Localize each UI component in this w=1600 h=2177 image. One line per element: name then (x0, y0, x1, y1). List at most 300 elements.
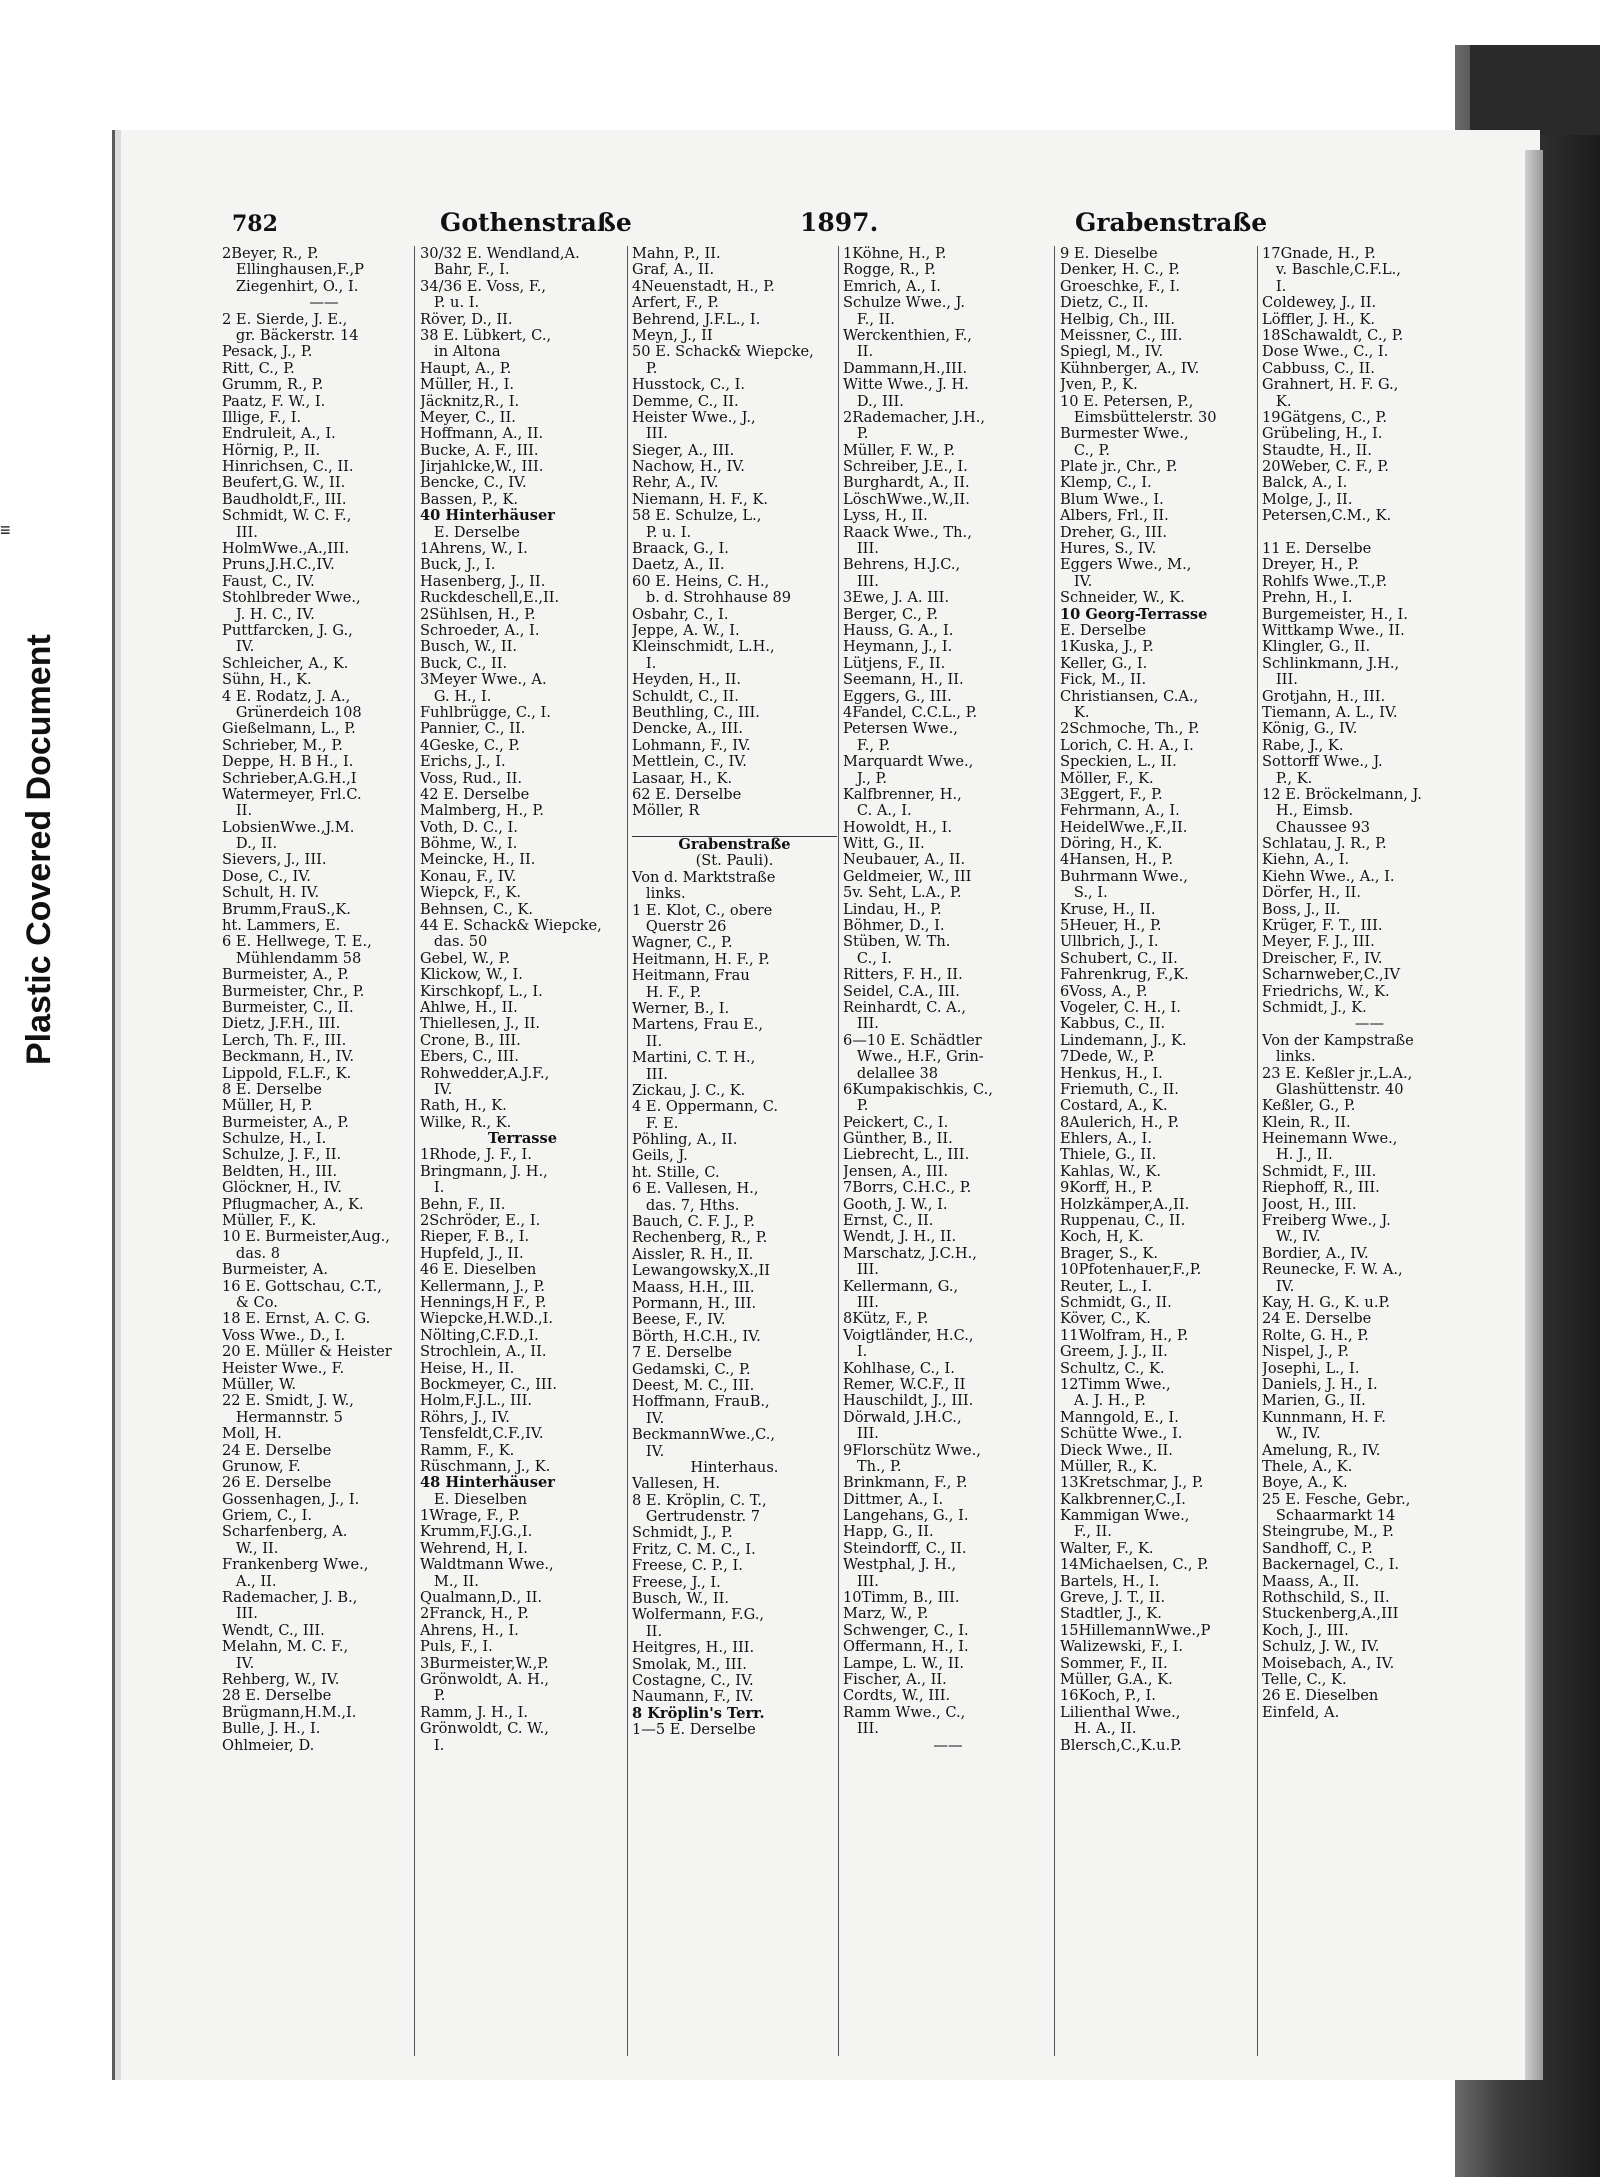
directory-entry: Heitmann, Frau (632, 967, 750, 985)
directory-entry: Thiele, G., II. (1060, 1146, 1157, 1164)
directory-entry: Freiberg Wwe., J. (1262, 1212, 1391, 1230)
directory-entry: Böhmer, D., I. (843, 917, 945, 935)
directory-entry: Voss, Rud., II. (420, 769, 523, 787)
directory-entry: Dietz, J.F.H., III. (222, 1015, 341, 1033)
directory-entry: Stohlbreder Wwe., (222, 589, 361, 607)
directory-entry: I. (843, 1343, 868, 1361)
directory-entry: Gebel, W., P. (420, 949, 511, 967)
directory-entry: 9Florschütz Wwe., (843, 1441, 981, 1459)
directory-entry: Friedrichs, W., K. (1262, 982, 1390, 1000)
directory-entry: Bulle, J. H., I. (222, 1720, 321, 1738)
directory-entry: Erichs, J., I. (420, 753, 506, 771)
directory-entry (632, 820, 837, 836)
directory-entry: G. H., I. (420, 687, 492, 705)
directory-entry: Mahn, P., II. (632, 246, 721, 262)
directory-entry: delallee 38 (843, 1064, 939, 1082)
directory-entry: Schütte Wwe., I. (1060, 1425, 1183, 1443)
directory-entry: 40 Hinterhäuser (420, 507, 555, 525)
directory-entry: Raack Wwe., Th., (843, 523, 972, 541)
directory-entry: Röhrs, J., IV. (420, 1408, 510, 1426)
directory-entry: Börth, H.C.H., IV. (632, 1327, 761, 1345)
directory-entry: IV. (222, 1654, 255, 1672)
directory-entry: Zickau, J. C., K. (632, 1081, 746, 1099)
directory-entry: 5Heuer, H., P. (1060, 917, 1162, 935)
directory-entry: Schlatau, J. R., P. (1262, 835, 1387, 853)
directory-entry: Walizewski, F., I. (1060, 1638, 1184, 1656)
directory-entry: Beuthling, C., III. (632, 703, 760, 721)
directory-entry: III. (843, 1720, 879, 1738)
directory-entry: III. (843, 540, 879, 558)
directory-entry: 1—5 E. Derselbe (632, 1721, 756, 1739)
directory-entry: Deppe, H. B H., I. (222, 753, 354, 771)
directory-entry: Rolte, G. H., P. (1262, 1326, 1369, 1344)
directory-entry: Grünerdeich 108 (222, 703, 362, 721)
directory-entry: Wagner, C., P. (632, 934, 733, 952)
directory-entry: 4Hansen, H., P. (1060, 851, 1174, 869)
directory-entry: Illige, F., I. (222, 408, 302, 426)
directory-entry: 46 E. Dieselben (420, 1261, 537, 1279)
directory-entry: Müller, H., I. (420, 376, 515, 394)
directory-entry: 18 E. Ernst, A. C. G. (222, 1310, 371, 1328)
directory-entry: 8 Kröplin's Terr. (632, 1704, 765, 1722)
directory-entry: Chaussee 93 (1262, 818, 1371, 836)
directory-entry: Heister Wwe., J., (632, 408, 756, 426)
directory-entry: Hinrichsen, C., II. (222, 458, 354, 476)
directory-entry: II. (843, 343, 874, 361)
directory-entry: 24 E. Derselbe (222, 1441, 332, 1459)
directory-entry: Osbahr, C., I. (632, 605, 729, 623)
directory-entry: 9 E. Dieselbe (1060, 246, 1158, 262)
directory-entry: 3Ewe, J. A. III. (843, 589, 950, 607)
directory-entry: Christiansen, C.A., (1060, 687, 1199, 705)
directory-entry: Pflugmacher, A., K. (222, 1195, 364, 1213)
directory-entry: Pannier, C., II. (420, 720, 526, 738)
directory-entry: Stüben, W. Th. (843, 933, 951, 951)
directory-entry: Wwe., H.F., Grin- (843, 1048, 984, 1066)
directory-entry: Daetz, A., II. (632, 556, 725, 574)
directory-entry: Fischer, A., II. (843, 1670, 947, 1688)
directory-entry: Greve, J. T., II. (1060, 1589, 1166, 1607)
directory-entry: 3Meyer Wwe., A. (420, 671, 547, 689)
directory-entry: 8Kütz, F., P. (843, 1310, 929, 1328)
directory-entry: Emrich, A., I. (843, 277, 941, 295)
directory-entry: Möller, F., K. (1060, 769, 1154, 787)
directory-entry: Burmeister, A., P. (222, 1113, 349, 1131)
directory-entry: Koch, J., III. (1262, 1621, 1349, 1639)
directory-entry: Bauch, C. F. J., P. (632, 1213, 755, 1231)
directory-entry: 4Fandel, C.C.L., P. (843, 703, 978, 721)
directory-entry: Kleinschmidt, L.H., (632, 638, 775, 656)
directory-entry: Dose, C., IV. (222, 867, 311, 885)
directory-entry: Denker, H. C., P. (1060, 261, 1180, 279)
directory-entry: 17Gnade, H., P. (1262, 246, 1376, 262)
directory-entry: 50 E. Schack& Wiepcke, (632, 343, 814, 361)
directory-entry: Fehrmann, A., I. (1060, 802, 1180, 820)
directory-entry: Klingler, G., II. (1262, 638, 1371, 656)
directory-entry: Böhme, W., I. (420, 835, 518, 853)
directory-entry: Günther, B., II. (843, 1130, 953, 1148)
directory-entry: Gooth, J. W., I. (843, 1195, 948, 1213)
directory-entry: Ohlmeier, D. (222, 1736, 315, 1754)
directory-entry: Von der Kampstraße (1262, 1031, 1414, 1049)
directory-entry: 2Franck, H., P. (420, 1605, 529, 1623)
directory-entry: 12Timm Wwe., (1060, 1375, 1171, 1393)
directory-entry: 2Schmoche, Th., P. (1060, 720, 1200, 738)
directory-entry: E. Derselbe (420, 523, 520, 541)
directory-entry: Burmester Wwe., (1060, 425, 1189, 443)
directory-entry: Behnsen, C., K. (420, 900, 534, 918)
directory-entry: Offermann, H., I. (843, 1638, 969, 1656)
directory-entry: Bockmeyer, C., III. (420, 1375, 558, 1393)
directory-entry: Jäcknitz,R., I. (420, 392, 520, 410)
directory-entry: 4 E. Rodatz, J. A., (222, 687, 351, 705)
directory-entry: III. (632, 1065, 668, 1083)
directory-entry: Burmeister, A., P. (222, 966, 349, 984)
directory-entry: Nispel, J., P. (1262, 1343, 1349, 1361)
directory-entry: III. (222, 1605, 258, 1623)
directory-entry: & Co. (222, 1294, 278, 1311)
directory-entry: Ruckdeschell,E.,II. (420, 589, 560, 607)
directory-entry: Moisebach, A., IV. (1262, 1654, 1395, 1672)
directory-entry (1262, 525, 1477, 541)
directory-entry: Wolfermann, F.G., (632, 1606, 764, 1624)
directory-entry: Seemann, H., II. (843, 671, 964, 689)
directory-entry: P., K. (1262, 769, 1313, 787)
directory-entry: Lasaar, H., K. (632, 769, 733, 787)
directory-entry: 26 E. Dieselben (1262, 1687, 1379, 1705)
directory-entry: Schmidt, F., III. (1262, 1162, 1377, 1180)
directory-entry: III. (1262, 671, 1298, 689)
column-divider (1054, 246, 1055, 2056)
directory-entry: Schneider, W., K. (1060, 589, 1185, 607)
directory-entry: P. u. I. (420, 294, 480, 312)
directory-entry: Heymann, J., I. (843, 638, 953, 656)
directory-entry: Hoffmann, A., II. (420, 425, 544, 443)
directory-entry: Helbig, Ch., III. (1060, 310, 1176, 328)
directory-entry: 1Wrage, F., P. (420, 1507, 520, 1525)
directory-entry: Spiegl, M., IV. (1060, 343, 1164, 361)
directory-entry: Buck, J., I. (420, 556, 496, 574)
directory-entry: Martens, Frau E., (632, 1016, 764, 1034)
directory-entry: C. A., I. (843, 802, 912, 820)
directory-entry: Schmidt, J., P. (632, 1524, 733, 1542)
directory-entry: Witt, G., II. (843, 835, 925, 853)
directory-entry: Graf, A., II. (632, 261, 715, 279)
directory-entry: J. H. C., IV. (222, 605, 315, 623)
directory-entry: Peickert, C., I. (843, 1113, 949, 1131)
directory-entry: Rechenberg, R., P. (632, 1229, 768, 1247)
directory-entry: ht. Lammers, E. (222, 917, 341, 935)
directory-entry: Buck, C., II. (420, 654, 508, 672)
directory-entry: Jven, P., K. (1060, 376, 1138, 394)
directory-entry: links. (632, 885, 686, 903)
directory-entry: Werckenthien, F., (843, 326, 972, 344)
directory-entry: das. 7, Hths. (632, 1196, 740, 1214)
directory-entry: Witte Wwe., J. H. (843, 376, 969, 394)
directory-entry: Rabe, J., K. (1262, 736, 1344, 754)
directory-entry: Rehberg, W., IV. (222, 1670, 340, 1688)
directory-entry: Schubert, C., II. (1060, 949, 1178, 967)
directory-entry: C., I. (843, 949, 892, 967)
directory-entry: Heyden, H., II. (632, 671, 742, 689)
directory-entry: 10 Georg-Terrasse (1060, 605, 1208, 623)
directory-entry: Krüger, F. T., III. (1262, 917, 1383, 935)
directory-entry: Hennings,H F., P. (420, 1294, 547, 1311)
directory-entry: Moll, H. (222, 1425, 282, 1443)
directory-entry: Amelung, R., IV. (1262, 1441, 1381, 1459)
directory-entry: W., II. (222, 1539, 279, 1557)
directory-entry: 23 E. Keßler jr.,L.A., (1262, 1064, 1413, 1082)
directory-entry: IV. (1060, 572, 1093, 590)
directory-entry: Dreher, G., III. (1060, 523, 1167, 541)
directory-entry: Pesack, J., P. (222, 343, 313, 361)
directory-entry: Ritt, C., P. (222, 359, 295, 377)
directory-entry: 16Koch, P., I. (1060, 1687, 1156, 1705)
page-number: 782 (232, 211, 278, 237)
directory-entry: Müller, H, P. (222, 1097, 313, 1115)
directory-entry: Costard, A., K. (1060, 1097, 1168, 1115)
directory-entry: Holm,F.J.L., III. (420, 1392, 533, 1410)
directory-entry: Eimsbüttelerstr. 30 (1060, 408, 1217, 426)
directory-entry: 6 E. Hellwege, T. E., (222, 933, 372, 951)
directory-entry: Kalfbrenner, H., (843, 785, 962, 803)
directory-entry: 16 E. Gottschau, C.T., (222, 1277, 382, 1295)
directory-entry: Bringmann, J. H., (420, 1162, 548, 1180)
directory-entry: 11 E. Derselbe (1262, 540, 1372, 558)
directory-entry: 10Timm, B., III. (843, 1589, 960, 1607)
directory-entry: Müller, F. W., P. (843, 441, 955, 459)
directory-entry: C., P. (1060, 441, 1110, 459)
directory-entry: Smolak, M., III. (632, 1655, 747, 1673)
directory-entry: Heitgres, H., III. (632, 1639, 755, 1657)
directory-entry: 22 E. Smidt, J. W., (222, 1392, 354, 1410)
directory-entry: I. (420, 1179, 445, 1197)
directory-column-5 (1060, 246, 1270, 1754)
directory-entry: Burmeister, C., II. (222, 998, 354, 1016)
directory-entry: Hupfeld, J., II. (420, 1244, 524, 1262)
directory-entry: Rothschild, S., II. (1262, 1589, 1390, 1607)
cover-label: Plastic Covered Document (20, 634, 58, 1065)
directory-entry: —— (933, 1736, 963, 1754)
directory-entry: Kammigan Wwe., (1060, 1507, 1190, 1525)
directory-entry: 62 E. Derselbe (632, 785, 742, 803)
directory-entry: Brügmann,H.M.,I. (222, 1703, 357, 1721)
column-divider (414, 246, 415, 2056)
directory-column-3 (632, 246, 837, 1739)
directory-entry: Schulz, J. W., IV. (1262, 1638, 1380, 1656)
directory-entry: 10Pfotenhauer,F.,P. (1060, 1261, 1202, 1279)
directory-entry: III. (843, 1572, 879, 1590)
directory-entry: III. (222, 523, 258, 541)
directory-entry: Ziegenhirt, O., I. (222, 277, 359, 295)
directory-entry: Gedamski, C., P. (632, 1360, 751, 1378)
directory-entry: III. (843, 1261, 879, 1279)
directory-entry: Ahlwe, H., II. (420, 998, 518, 1016)
directory-entry: Hauss, G. A., I. (843, 621, 954, 639)
directory-entry: Tiemann, A. L., IV. (1262, 703, 1398, 721)
directory-entry: Brumm,FrauS.,K. (222, 900, 351, 918)
directory-entry: Kirschkopf, L., I. (420, 982, 543, 1000)
directory-entry: Friemuth, C., II. (1060, 1080, 1179, 1098)
directory-entry: 38 E. Lübkert, C., (420, 326, 552, 344)
directory-entry: Eggers, G., III. (843, 687, 952, 705)
directory-entry: 60 E. Heins, C. H., (632, 572, 770, 590)
directory-entry: P. (632, 359, 658, 377)
directory-entry: Rieper, F. B., I. (420, 1228, 530, 1246)
directory-entry: Schwenger, C., I. (843, 1621, 969, 1639)
directory-entry: Stadtler, J., K. (1060, 1605, 1162, 1623)
directory-entry: Schreiber, J.E., I. (843, 458, 968, 476)
directory-entry: Sieger, A., III. (632, 441, 735, 459)
directory-entry: das. 50 (420, 933, 488, 951)
directory-entry: Grunow, F. (222, 1457, 301, 1475)
directory-entry: 1Kuska, J., P. (1060, 638, 1154, 656)
directory-entry: P. (843, 1097, 869, 1115)
directory-entry: Wendt, C., III. (222, 1621, 325, 1639)
directory-entry: 34/36 E. Voss, F., (420, 277, 546, 295)
directory-entry: Steindorff, C., II. (843, 1539, 967, 1557)
directory-entry: Paatz, F. W., I. (222, 392, 326, 410)
directory-entry: 6Kumpakischkis, C., (843, 1080, 993, 1098)
right-street-heading: Grabenstraße (1075, 208, 1268, 237)
directory-entry: Braack, G., I. (632, 540, 729, 558)
directory-entry: Boye, A., K. (1262, 1474, 1348, 1492)
directory-entry: D., II. (222, 835, 278, 853)
directory-entry: Ramm Wwe., C., (843, 1703, 966, 1721)
directory-entry: Neubauer, A., II. (843, 851, 966, 869)
directory-entry: 4Neuenstadt, H., P. (632, 277, 775, 295)
directory-entry: links. (1262, 1048, 1316, 1066)
directory-entry: Bartels, H., I. (1060, 1572, 1160, 1590)
directory-entry: Tensfeldt,C.F.,IV. (420, 1425, 544, 1443)
directory-entry: A., II. (222, 1572, 277, 1590)
directory-entry: Terrasse (487, 1130, 558, 1148)
directory-entry: Fick, M., II. (1060, 671, 1147, 689)
directory-entry: Jirjahlcke,W., III. (420, 458, 544, 476)
directory-entry: Freese, C. P., I. (632, 1557, 743, 1575)
directory-entry: Geldmeier, W., III (843, 867, 972, 885)
directory-entry: Einfeld, A. (1262, 1703, 1340, 1721)
directory-entry: Sommer, F., II. (1060, 1654, 1168, 1672)
directory-entry: K. (1060, 703, 1090, 721)
directory-entry: Mettlein, C., IV. (632, 753, 747, 771)
year-heading: 1897. (800, 208, 879, 237)
directory-column-6 (1262, 246, 1477, 1721)
directory-entry: Meincke, H., II. (420, 851, 536, 869)
directory-entry: F., P. (843, 736, 891, 754)
directory-entry: Vallesen, H. (632, 1475, 721, 1493)
directory-entry: Grübeling, H., I. (1262, 425, 1383, 443)
directory-entry: Nachow, H., IV. (632, 458, 745, 476)
directory-entry: Bencke, C., IV. (420, 474, 527, 492)
directory-entry: Kay, H. G., K. u.P. (1262, 1294, 1390, 1311)
directory-entry: Hauschildt, J., III. (843, 1392, 974, 1410)
directory-entry: Heinemann Wwe., (1262, 1130, 1398, 1148)
directory-entry: Glashüttenstr. 40 (1262, 1080, 1404, 1098)
directory-entry: Westphal, J. H., (843, 1556, 957, 1574)
directory-entry: P. u. I. (632, 523, 692, 541)
directory-entry: Kruse, H., II. (1060, 900, 1156, 918)
directory-entry: 10 E. Petersen, P., (1060, 392, 1194, 410)
directory-entry: Vogeler, C. H., I. (1060, 998, 1181, 1016)
directory-entry: Marz, W., P. (843, 1605, 929, 1623)
directory-entry: IV. (632, 1442, 665, 1460)
directory-entry: Eggers Wwe., M., (1060, 556, 1192, 574)
column-divider (838, 246, 839, 2056)
directory-entry: Heister Wwe., F. (222, 1359, 345, 1377)
directory-entry: Th., P. (843, 1457, 902, 1475)
directory-entry: ht. Stille, C. (632, 1163, 720, 1181)
directory-entry: Pöhling, A., II. (632, 1131, 738, 1149)
directory-entry: Beckmann, H., IV. (222, 1048, 355, 1066)
directory-entry: 1Rhode, J. F., I. (420, 1146, 532, 1164)
directory-entry: Lohmann, F., IV. (632, 736, 751, 754)
directory-entry: P. (843, 425, 869, 443)
directory-entry: Henkus, H., I. (1060, 1064, 1163, 1082)
directory-entry: 42 E. Derselbe (420, 785, 530, 803)
directory-entry: Cordts, W., III. (843, 1687, 951, 1705)
directory-entry: Geils, J. (632, 1147, 688, 1165)
directory-entry: Martini, C. T. H., (632, 1049, 756, 1067)
directory-entry: III. (843, 572, 879, 590)
directory-entry: Burghardt, A., II. (843, 474, 970, 492)
binding-corner (1470, 45, 1600, 135)
directory-entry: Wendt, J. H., II. (843, 1228, 957, 1246)
directory-entry: Hörnig, P., II. (222, 441, 321, 459)
directory-entry: Keller, G., I. (1060, 654, 1148, 672)
directory-entry: Marquardt Wwe., (843, 753, 974, 771)
directory-entry: Maass, H.H., III. (632, 1278, 755, 1296)
directory-entry: Reuter, L., I. (1060, 1277, 1153, 1295)
directory-entry: Schulze Wwe., J. (843, 294, 966, 312)
directory-entry: Dencke, A., III. (632, 720, 744, 738)
directory-entry: Kiehn Wwe., A., I. (1262, 867, 1395, 885)
directory-entry: III. (843, 1294, 879, 1311)
directory-entry: Langehans, G., I. (843, 1507, 969, 1525)
directory-entry: Klemp, C., I. (1060, 474, 1152, 492)
directory-entry: 30/32 E. Wendland,A. (420, 246, 580, 262)
directory-entry: Grönwoldt, C. W., (420, 1720, 549, 1738)
directory-entry: LobsienWwe.,J.M. (222, 818, 355, 836)
directory-entry: Kellermann, J., P. (420, 1277, 545, 1295)
directory-entry: M., II. (420, 1572, 479, 1590)
directory-entry: 2Schröder, E., I. (420, 1212, 541, 1230)
directory-entry: Schultz, C., K. (1060, 1359, 1165, 1377)
directory-entry: Beufert,G. W., II. (222, 474, 346, 492)
directory-entry: Busch, W., II. (632, 1590, 729, 1608)
directory-entry: Röver, D., II. (420, 310, 513, 328)
directory-entry: Daniels, J. H., I. (1262, 1375, 1378, 1393)
directory-entry: Deest, M. C., III. (632, 1376, 755, 1394)
directory-entry: Ramm, F., K. (420, 1441, 515, 1459)
directory-entry: Watermeyer, Frl.C. (222, 785, 362, 803)
directory-entry: 18Schawaldt, C., P. (1262, 326, 1404, 344)
directory-entry: 20 E. Müller & Heister (222, 1343, 392, 1361)
directory-entry: Kahlas, W., K. (1060, 1162, 1162, 1180)
directory-entry: 8 E. Derselbe (222, 1080, 322, 1098)
directory-entry: Voigtländer, H.C., (843, 1326, 974, 1344)
directory-entry: Speckien, L., II. (1060, 753, 1177, 771)
directory-entry: Blum Wwe., I. (1060, 490, 1164, 508)
directory-entry: Puls, F., I. (420, 1638, 493, 1656)
directory-entry: Rademacher, J. B., (222, 1589, 358, 1607)
directory-entry: Fritz, C. M. C., I. (632, 1540, 756, 1558)
directory-entry: 3Burmeister,W.,P. (420, 1654, 549, 1672)
directory-entry: P. (420, 1687, 446, 1705)
directory-entry: Groeschke, F., I. (1060, 277, 1181, 295)
directory-entry: Nölting,C.F.D.,I. (420, 1326, 539, 1344)
directory-entry: Keßler, G., P. (1262, 1097, 1356, 1115)
